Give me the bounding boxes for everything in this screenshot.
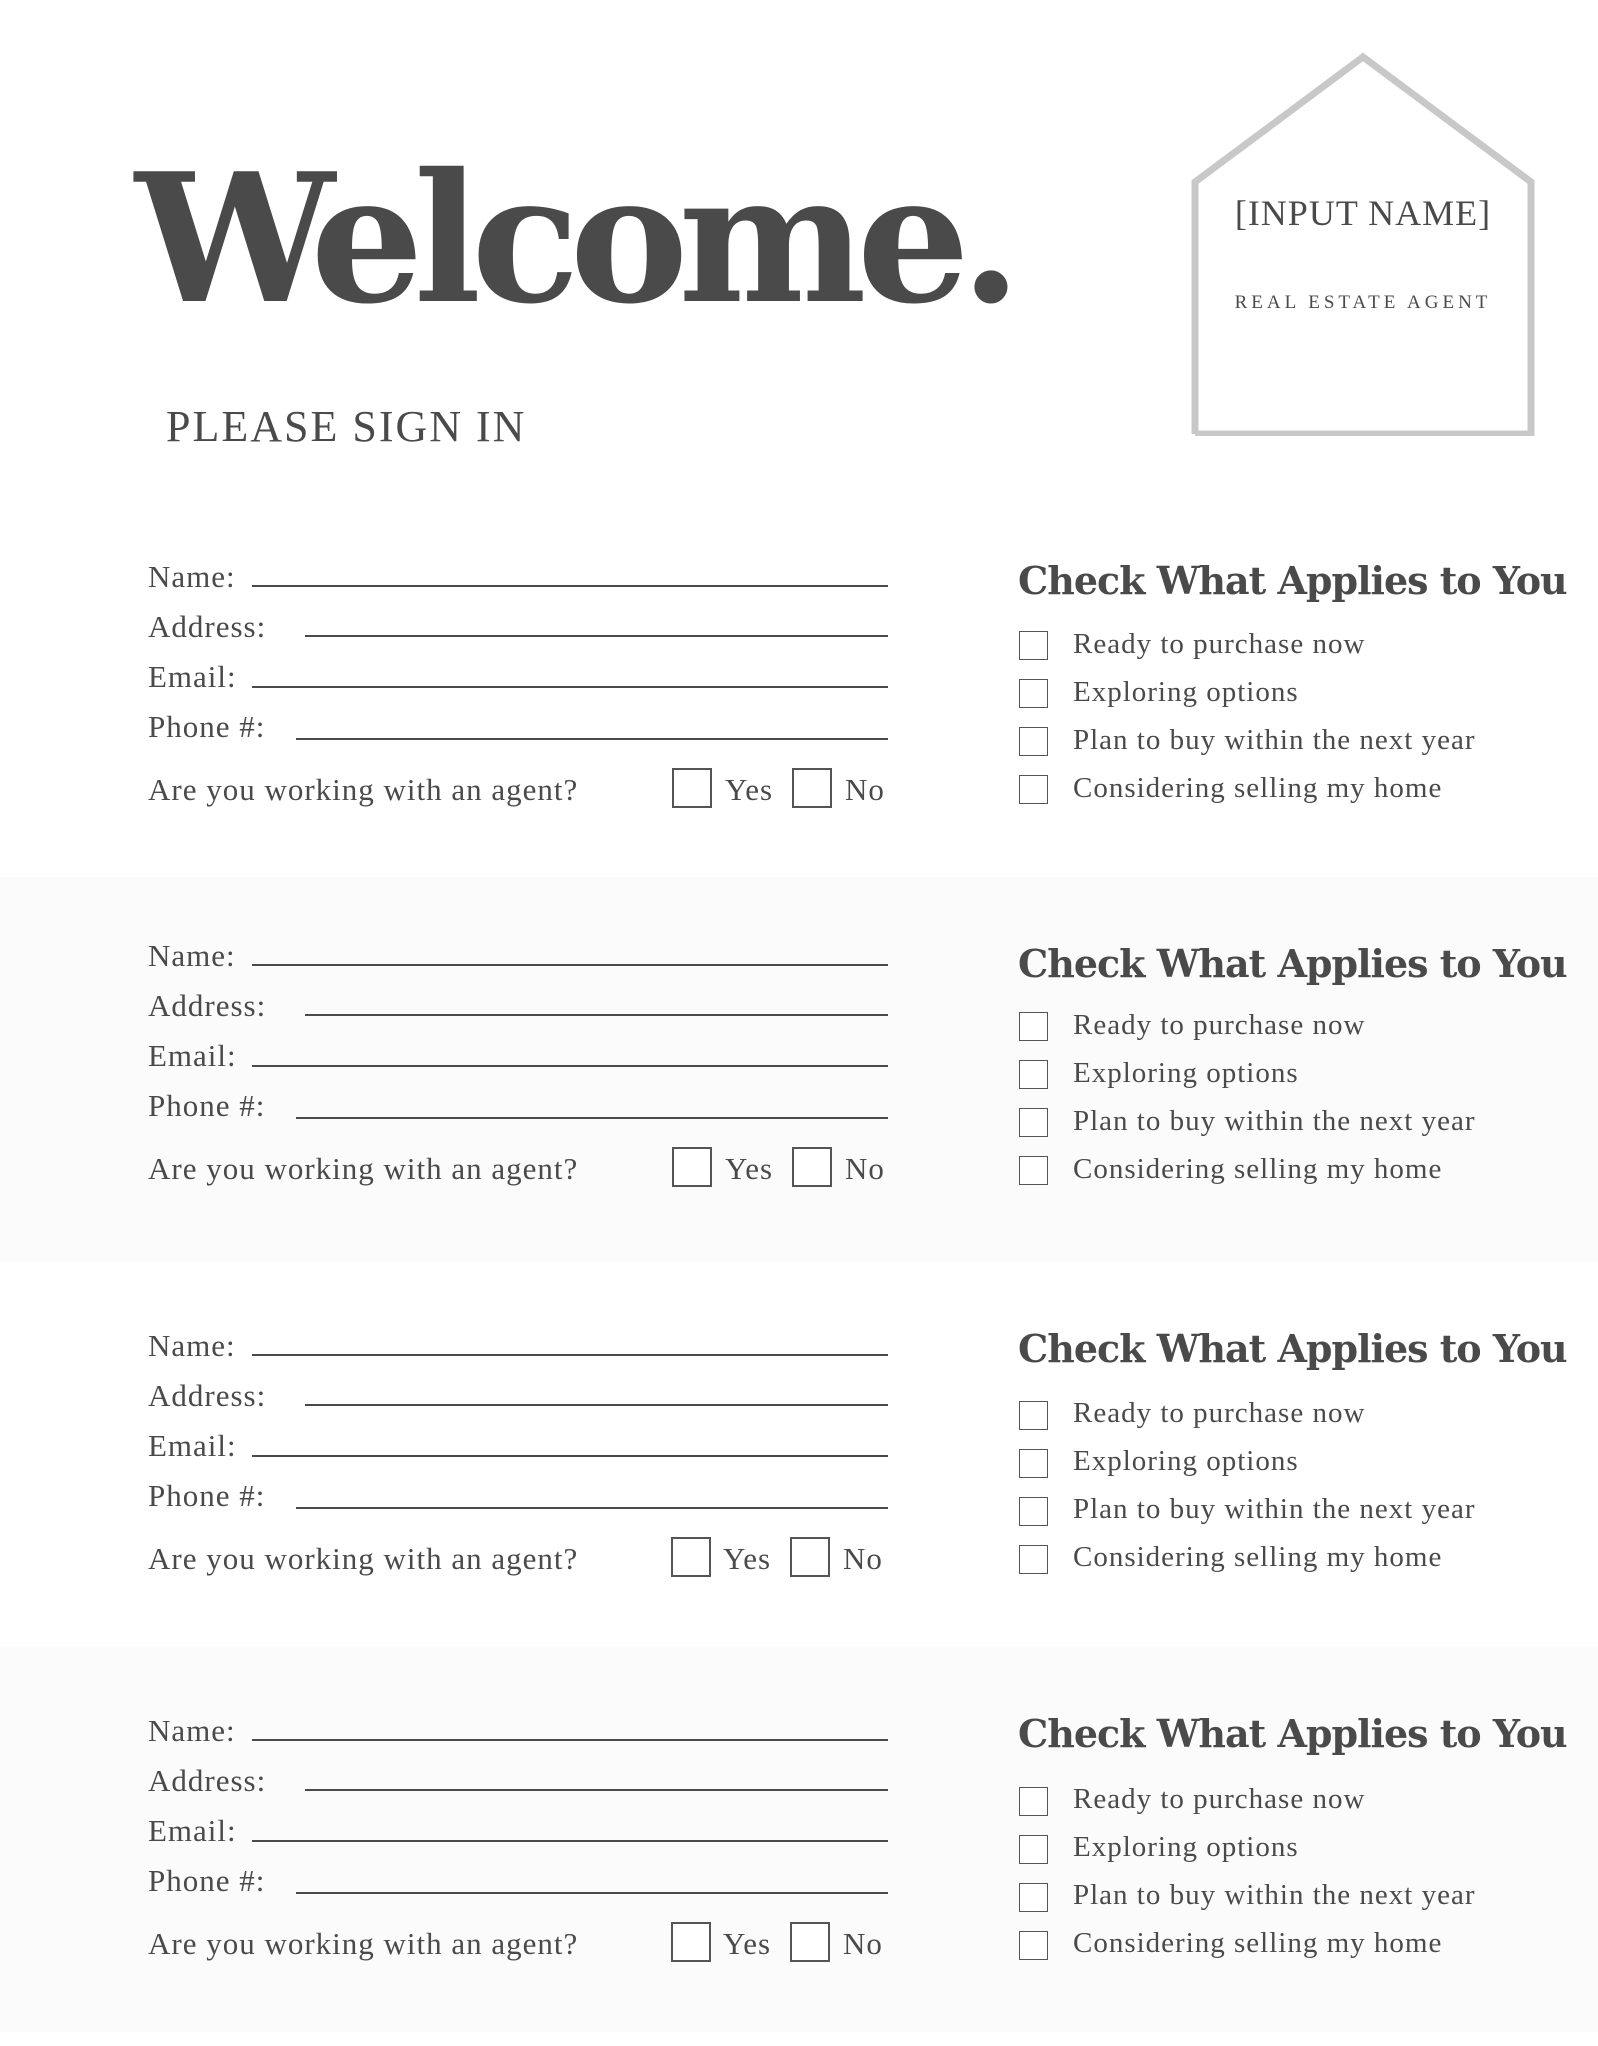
yes-label: Yes (723, 1926, 772, 1961)
name-field[interactable] (252, 585, 888, 587)
phone-label: Phone #: (148, 1478, 266, 1513)
no-checkbox[interactable] (790, 1537, 830, 1577)
option-checkbox[interactable] (1019, 1931, 1048, 1960)
option-checkbox[interactable] (1019, 1787, 1048, 1816)
yes-checkbox[interactable] (671, 1922, 711, 1962)
option-label: Considering selling my home (1073, 1541, 1443, 1573)
address-label: Address: (148, 609, 267, 644)
email-label: Email: (148, 659, 237, 694)
name-label: Name: (148, 938, 236, 973)
option-label: Plan to buy within the next year (1073, 1493, 1476, 1525)
house-outline-icon (1188, 52, 1538, 436)
checklist-heading: Check What Applies to You (1018, 1711, 1567, 1756)
name-label: Name: (148, 559, 236, 594)
option-checkbox[interactable] (1019, 1060, 1048, 1089)
checklist-heading: Check What Applies to You (1018, 941, 1567, 986)
yes-checkbox[interactable] (671, 1537, 711, 1577)
phone-label: Phone #: (148, 1863, 266, 1898)
yes-checkbox[interactable] (672, 1147, 712, 1187)
option-checkbox[interactable] (1019, 1449, 1048, 1478)
option-label: Considering selling my home (1073, 772, 1443, 804)
option-label: Ready to purchase now (1073, 1009, 1366, 1041)
no-checkbox[interactable] (792, 768, 832, 808)
email-field[interactable] (252, 1065, 888, 1067)
option-label: Ready to purchase now (1073, 1783, 1366, 1815)
name-field[interactable] (252, 1739, 888, 1741)
agent-role: REAL ESTATE AGENT (1234, 292, 1492, 313)
email-field[interactable] (252, 686, 888, 688)
option-checkbox[interactable] (1019, 631, 1048, 660)
name-label: Name: (148, 1713, 236, 1748)
email-field[interactable] (252, 1455, 888, 1457)
agent-question: Are you working with an agent? (148, 1151, 579, 1186)
no-label: No (843, 1926, 883, 1961)
email-label: Email: (148, 1428, 237, 1463)
yes-label: Yes (725, 772, 774, 807)
option-checkbox[interactable] (1019, 1883, 1048, 1912)
option-checkbox[interactable] (1019, 1545, 1048, 1574)
option-label: Ready to purchase now (1073, 1397, 1366, 1429)
option-checkbox[interactable] (1019, 1012, 1048, 1041)
option-checkbox[interactable] (1019, 1156, 1048, 1185)
name-field[interactable] (252, 1354, 888, 1356)
phone-field[interactable] (296, 1507, 888, 1509)
option-label: Exploring options (1073, 676, 1299, 708)
phone-label: Phone #: (148, 1088, 266, 1123)
address-field[interactable] (305, 1404, 888, 1406)
no-checkbox[interactable] (792, 1147, 832, 1187)
yes-label: Yes (725, 1151, 774, 1186)
name-label: Name: (148, 1328, 236, 1363)
address-label: Address: (148, 1763, 267, 1798)
option-label: Considering selling my home (1073, 1927, 1443, 1959)
phone-field[interactable] (296, 1117, 888, 1119)
phone-label: Phone #: (148, 709, 266, 744)
yes-label: Yes (723, 1541, 772, 1576)
no-label: No (845, 772, 885, 807)
option-label: Exploring options (1073, 1445, 1299, 1477)
email-label: Email: (148, 1038, 237, 1073)
address-field[interactable] (305, 635, 888, 637)
option-checkbox[interactable] (1019, 679, 1048, 708)
page-title: Welcome. (135, 134, 1012, 343)
address-label: Address: (148, 1378, 267, 1413)
address-field[interactable] (305, 1789, 888, 1791)
name-field[interactable] (252, 964, 888, 966)
option-checkbox[interactable] (1019, 1835, 1048, 1864)
no-checkbox[interactable] (790, 1922, 830, 1962)
option-label: Plan to buy within the next year (1073, 1879, 1476, 1911)
option-checkbox[interactable] (1019, 727, 1048, 756)
agent-name: [INPUT NAME] (1234, 193, 1492, 233)
option-label: Plan to buy within the next year (1073, 1105, 1476, 1137)
sign-in-entry (0, 1325, 1598, 1645)
option-checkbox[interactable] (1019, 1108, 1048, 1137)
option-checkbox[interactable] (1019, 1401, 1048, 1430)
phone-field[interactable] (296, 738, 888, 740)
option-label: Plan to buy within the next year (1073, 724, 1476, 756)
no-label: No (843, 1541, 883, 1576)
yes-checkbox[interactable] (672, 768, 712, 808)
no-label: No (845, 1151, 885, 1186)
email-label: Email: (148, 1813, 237, 1848)
option-label: Exploring options (1073, 1057, 1299, 1089)
agent-question: Are you working with an agent? (148, 1541, 579, 1576)
option-label: Considering selling my home (1073, 1153, 1443, 1185)
agent-question: Are you working with an agent? (148, 1926, 579, 1961)
option-checkbox[interactable] (1019, 775, 1048, 804)
address-field[interactable] (305, 1014, 888, 1016)
page-subtitle: PLEASE SIGN IN (166, 402, 527, 451)
sign-in-entry (0, 550, 1598, 870)
sign-in-entry (0, 935, 1598, 1255)
checklist-heading: Check What Applies to You (1018, 558, 1567, 603)
phone-field[interactable] (296, 1892, 888, 1894)
option-label: Ready to purchase now (1073, 628, 1366, 660)
sign-in-entry (0, 1710, 1598, 2030)
option-checkbox[interactable] (1019, 1497, 1048, 1526)
email-field[interactable] (252, 1840, 888, 1842)
address-label: Address: (148, 988, 267, 1023)
agent-question: Are you working with an agent? (148, 772, 579, 807)
checklist-heading: Check What Applies to You (1018, 1326, 1567, 1371)
option-label: Exploring options (1073, 1831, 1299, 1863)
